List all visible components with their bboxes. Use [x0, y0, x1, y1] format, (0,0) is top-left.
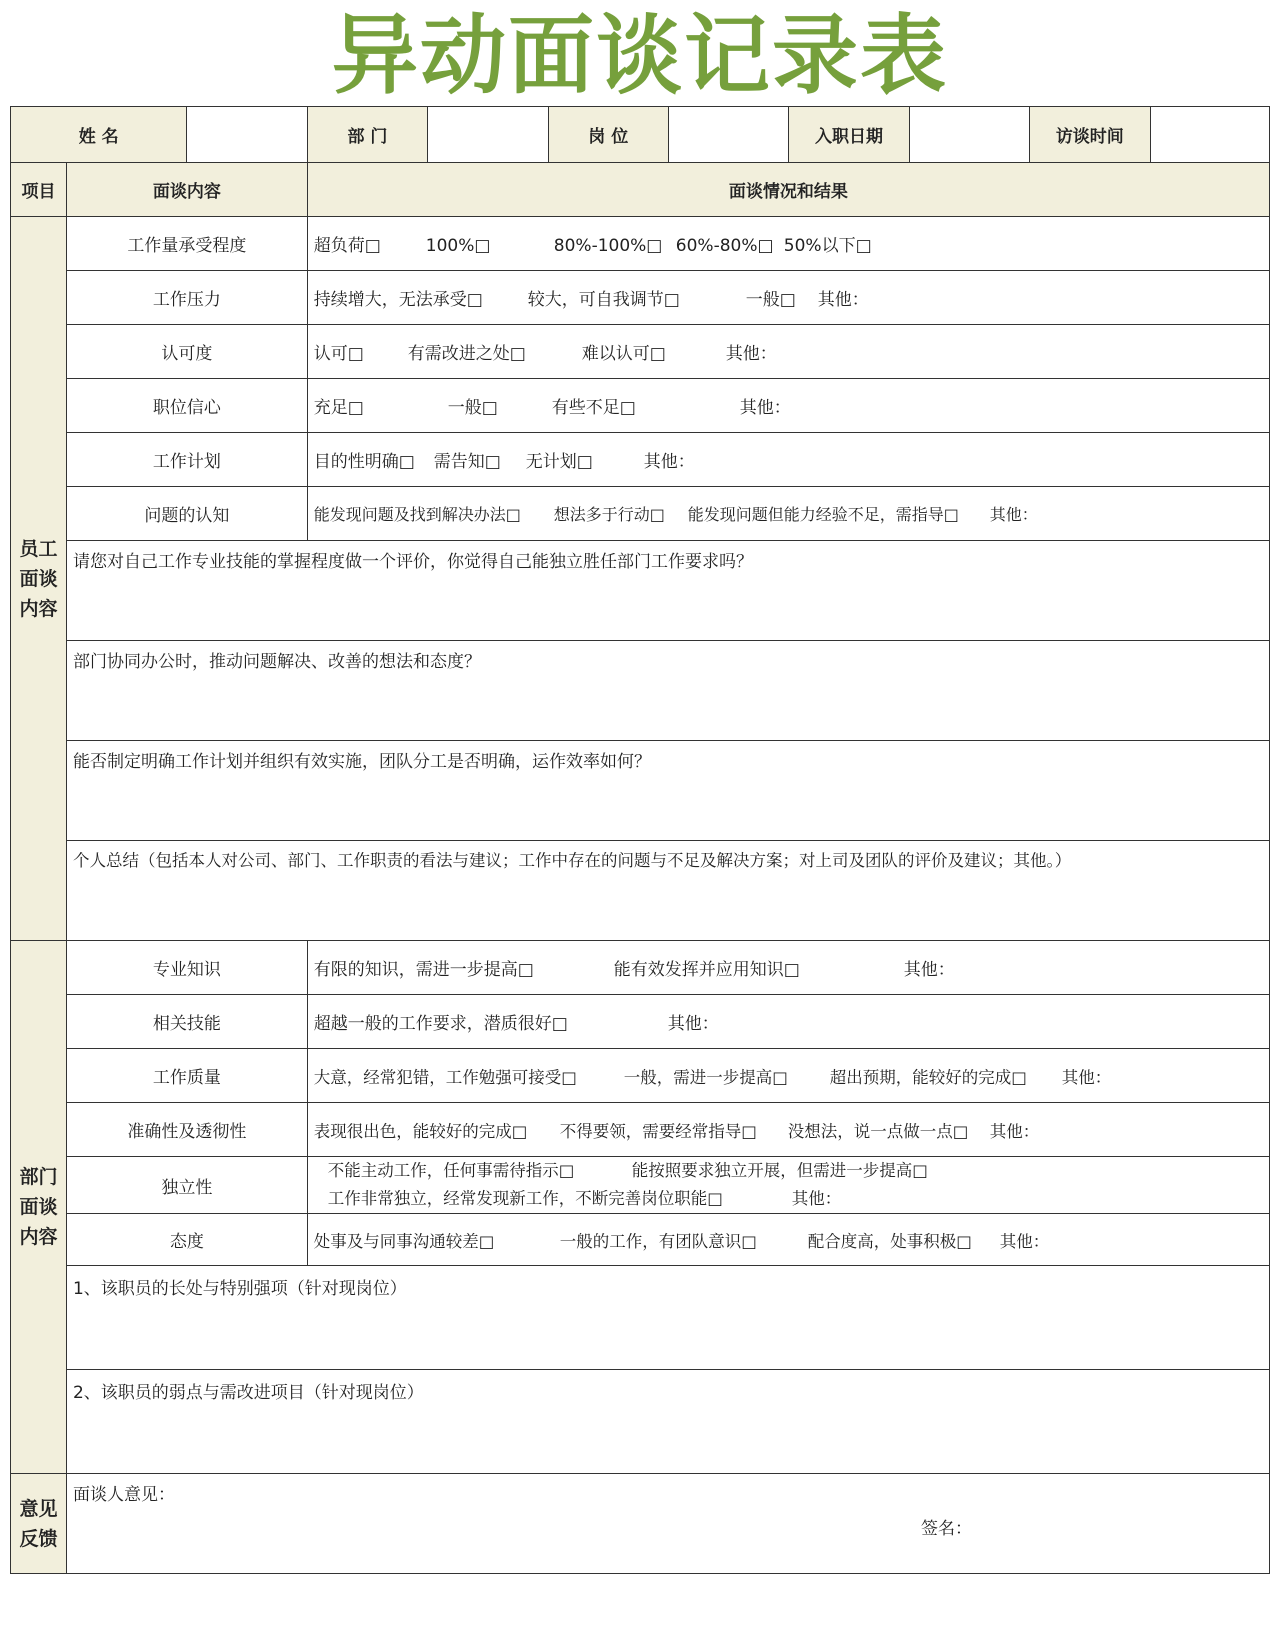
option[interactable]: 目的性明确□: [313, 452, 415, 472]
option[interactable]: 能有效发挥并应用知识□: [613, 960, 800, 980]
question-row: [11, 1266, 1270, 1370]
feedback-row: [11, 1474, 1270, 1574]
table-row: [11, 379, 1270, 433]
option[interactable]: 一般的工作，有团队意识□: [559, 1231, 757, 1251]
option[interactable]: 其他：: [643, 452, 695, 472]
row-label: 职位信心: [66, 379, 307, 433]
row-label: 独立性: [66, 1157, 307, 1214]
table-row: [11, 995, 1270, 1049]
row-options[interactable]: [307, 217, 1269, 271]
option[interactable]: 有需改进之处□: [407, 344, 526, 364]
question-text[interactable]: 2、该职员的弱点与需改进项目（针对现岗位）: [66, 1370, 1269, 1474]
section3-label: 意见反馈: [11, 1474, 67, 1574]
column-header-row: [11, 163, 1270, 217]
row-options[interactable]: [307, 379, 1269, 433]
option[interactable]: 一般□: [447, 398, 498, 418]
question-text[interactable]: 1、该职员的长处与特别强项（针对现岗位）: [66, 1266, 1269, 1370]
row-options[interactable]: [307, 325, 1269, 379]
option[interactable]: 充足□: [313, 398, 364, 418]
option[interactable]: 能按照要求独立开展，但需进一步提高□: [631, 1161, 928, 1180]
option[interactable]: 没想法，说一点做一点□: [787, 1121, 969, 1141]
form-title: 异动面谈记录表: [332, 6, 948, 106]
question-row: [11, 641, 1270, 741]
opinion-label: 面谈人意见：: [72, 1485, 175, 1505]
option[interactable]: 配合度高，处事积极□: [807, 1231, 972, 1251]
question-text[interactable]: 能否制定明确工作计划并组织有效实施，团队分工是否明确，运作效率如何？: [66, 741, 1269, 841]
option[interactable]: 其他：: [903, 960, 955, 980]
option[interactable]: 持续增大，无法承受□: [313, 290, 483, 310]
row-options[interactable]: [307, 1049, 1269, 1103]
option[interactable]: 其他：: [989, 505, 1038, 524]
question-text[interactable]: 部门协同办公时，推动问题解决、改善的想法和态度？: [66, 641, 1269, 741]
option[interactable]: 表现很出色，能较好的完成□: [313, 1121, 528, 1141]
row-label: 工作计划: [66, 433, 307, 487]
row-label: 认可度: [66, 325, 307, 379]
row-label: 工作压力: [66, 271, 307, 325]
table-row: [11, 941, 1270, 995]
option[interactable]: 其他：: [739, 398, 791, 418]
position-label: 岗 位: [548, 107, 668, 163]
option[interactable]: 处事及与同事沟通较差□: [313, 1231, 495, 1251]
row-options[interactable]: [307, 1214, 1269, 1266]
option[interactable]: 能发现问题及找到解决办法□: [313, 505, 521, 524]
opinion-cell[interactable]: [66, 1474, 1269, 1574]
row-options[interactable]: [307, 995, 1269, 1049]
option[interactable]: 其他：: [817, 290, 869, 310]
option[interactable]: 其他：: [999, 1231, 1050, 1251]
interview-form-table: [10, 106, 1270, 1574]
dept-label: 部 门: [307, 107, 427, 163]
table-row: [11, 217, 1270, 271]
option[interactable]: 需告知□: [433, 452, 501, 472]
option[interactable]: 大意，经常犯错，工作勉强可接受□: [313, 1067, 577, 1087]
table-row: [11, 487, 1270, 541]
table-row: [11, 433, 1270, 487]
row-label: 工作量承受程度: [66, 217, 307, 271]
option[interactable]: 其他：: [989, 1121, 1040, 1141]
question-row: [11, 541, 1270, 641]
option[interactable]: 超出预期，能较好的完成□: [829, 1067, 1027, 1087]
option[interactable]: 一般，需进一步提高□: [623, 1067, 788, 1087]
table-row: [11, 271, 1270, 325]
section2-label: 部门面谈内容: [11, 941, 67, 1474]
row-label: 工作质量: [66, 1049, 307, 1103]
name-label: 姓 名: [11, 107, 187, 163]
row-label: 相关技能: [66, 995, 307, 1049]
interview-time-field[interactable]: [1150, 107, 1269, 163]
table-row: [11, 1103, 1270, 1157]
row-label: 问题的认知: [66, 487, 307, 541]
option[interactable]: 不得要领，需要经常指导□: [559, 1121, 757, 1141]
interview-time-label: 访谈时间: [1030, 107, 1150, 163]
option[interactable]: 能发现问题但能力经验不足，需指导□: [687, 505, 959, 524]
option[interactable]: 难以认可□: [581, 344, 666, 364]
col-item-header: 项目: [11, 163, 67, 217]
option[interactable]: 80%-100%□: [553, 236, 663, 256]
row-options[interactable]: [307, 487, 1269, 541]
option[interactable]: 100%□: [425, 236, 491, 256]
question-text[interactable]: 个人总结（包括本人对公司、部门、工作职责的看法与建议；工作中存在的问题与不足及解决方案；对上司及团队的评价及建议；其他。）: [66, 841, 1269, 941]
dept-field[interactable]: [428, 107, 548, 163]
option[interactable]: 有些不足□: [551, 398, 636, 418]
option[interactable]: 其他：: [1061, 1067, 1112, 1087]
row-options[interactable]: [307, 1103, 1269, 1157]
section1-label: 员工面谈内容: [11, 217, 67, 941]
option[interactable]: 有限的知识，需进一步提高□: [313, 960, 534, 980]
row-label: 准确性及透彻性: [66, 1103, 307, 1157]
option[interactable]: 超越一般的工作要求，潜质很好□: [313, 1014, 568, 1034]
question-text[interactable]: 请您对自己工作专业技能的掌握程度做一个评价，你觉得自己能独立胜任部门工作要求吗？: [66, 541, 1269, 641]
entry-date-field[interactable]: [909, 107, 1029, 163]
question-row: [11, 841, 1270, 941]
option[interactable]: 工作非常独立，经常发现新工作，不断完善岗位职能□: [327, 1189, 723, 1208]
signature-label: 签名：: [920, 1519, 972, 1539]
option[interactable]: 其他：: [667, 1014, 719, 1034]
row-label: 专业知识: [66, 941, 307, 995]
row-options[interactable]: [307, 433, 1269, 487]
info-row: [11, 107, 1270, 163]
table-row: [11, 1214, 1270, 1266]
question-row: [11, 1370, 1270, 1474]
question-row: [11, 741, 1270, 841]
option[interactable]: 50%以下□: [783, 236, 872, 256]
option[interactable]: 认可□: [313, 344, 364, 364]
col-content-header: 面谈内容: [66, 163, 307, 217]
col-result-header: 面谈情况和结果: [307, 163, 1269, 217]
table-row: [11, 1049, 1270, 1103]
row-label: 态度: [66, 1214, 307, 1266]
option[interactable]: 超负荷□: [313, 236, 381, 256]
name-field[interactable]: [187, 107, 307, 163]
option[interactable]: 其他：: [725, 344, 777, 364]
option[interactable]: 无计划□: [525, 452, 593, 472]
option[interactable]: 一般□: [745, 290, 796, 310]
option[interactable]: 其他：: [791, 1189, 842, 1208]
table-row: [11, 325, 1270, 379]
row-options[interactable]: [307, 941, 1269, 995]
option[interactable]: 想法多于行动□: [553, 505, 665, 524]
option[interactable]: 不能主动工作，任何事需待指示□: [327, 1161, 575, 1180]
table-row: [11, 1157, 1270, 1214]
row-options[interactable]: [307, 271, 1269, 325]
entry-date-label: 入职日期: [789, 107, 909, 163]
option[interactable]: 60%-80%□: [675, 236, 774, 256]
option[interactable]: 较大，可自我调节□: [527, 290, 680, 310]
position-field[interactable]: [668, 107, 788, 163]
row-options[interactable]: [307, 1157, 1269, 1214]
